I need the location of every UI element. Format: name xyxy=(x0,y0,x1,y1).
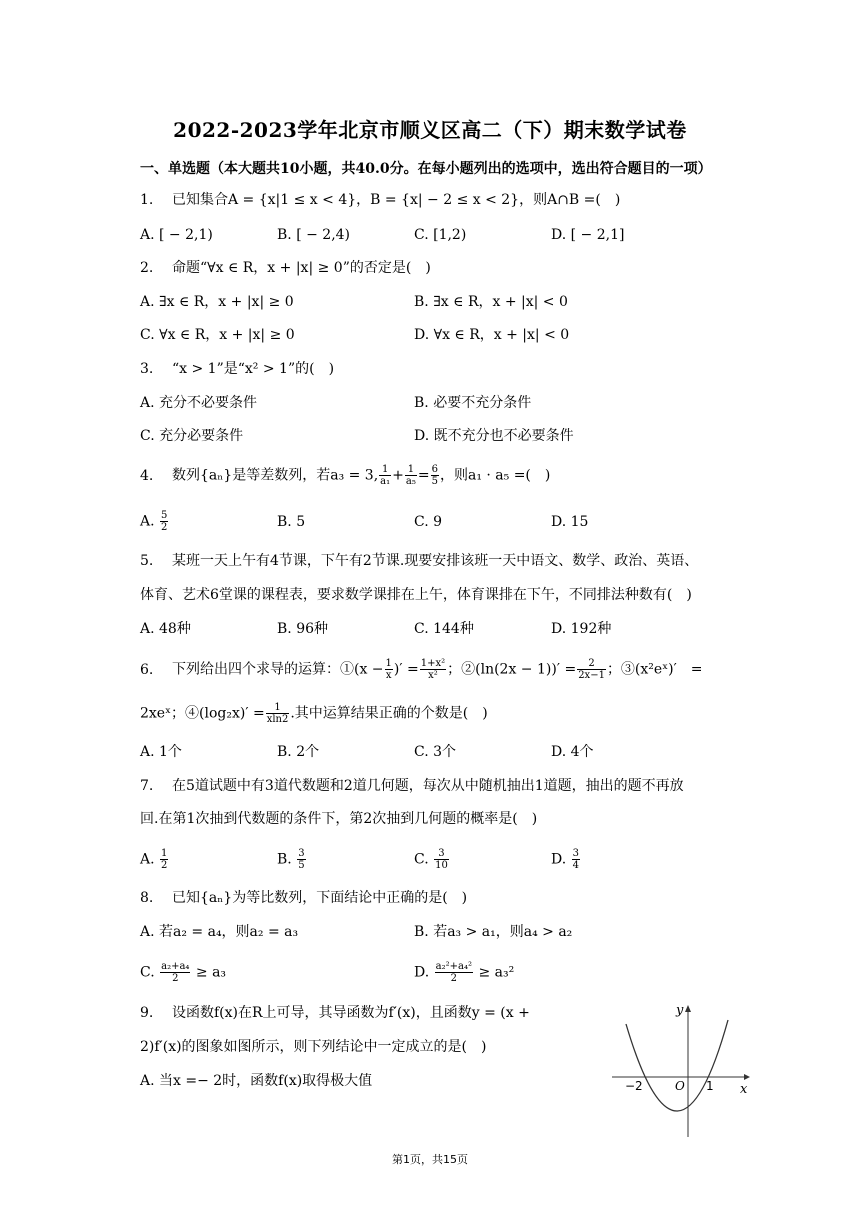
fraction xyxy=(297,848,305,871)
numerator: 1 xyxy=(379,464,391,476)
denominator: 2 xyxy=(161,522,168,533)
x-axis-arrow-icon xyxy=(744,1074,750,1080)
question-6 xyxy=(140,658,703,681)
denominator: x xyxy=(385,670,392,681)
question-7-cont: 回.在第1次抽到代数题的条件下，第2次抽到几何题的概率是( ) xyxy=(140,811,538,827)
tick-label-neg2: −2 xyxy=(625,1079,643,1093)
q5-option-b: B. 96种 xyxy=(277,621,329,637)
q4-option-d: D. 15 xyxy=(551,514,589,530)
function-graph-figure xyxy=(608,1000,758,1140)
question-text: ，则a₁ · a₅ =( ) xyxy=(439,467,551,484)
question-text: 某班一天上午有4节课，下午有2节课.现要安排该班一天中语文、数学、政治、英语、 xyxy=(172,553,699,569)
option-letter: B. xyxy=(277,851,292,868)
denominator: 2 xyxy=(161,860,168,871)
denominator: 4 xyxy=(572,860,580,871)
q4-option-b: B. 5 xyxy=(277,514,306,530)
option-letter: D. xyxy=(414,964,430,981)
question-1 xyxy=(140,190,620,210)
numerator: a₂+a₄ xyxy=(161,961,190,972)
q6-option-d: D. 4个 xyxy=(551,744,594,760)
fraction xyxy=(577,658,606,681)
denominator: 5 xyxy=(298,860,305,871)
q2-option-d: D. ∀x ∈ R，x + |x| < 0 xyxy=(414,327,570,343)
question-text: )′ = xyxy=(393,661,419,678)
q8-option-d xyxy=(414,961,514,984)
q3-option-b: B. 必要不充分条件 xyxy=(414,395,532,411)
origin-label: O xyxy=(675,1079,685,1093)
q1-option-c: C. [1,2) xyxy=(414,227,467,243)
q7-option-a xyxy=(140,848,169,871)
numerator: 1 xyxy=(405,464,417,476)
option-letter: D. xyxy=(551,851,567,868)
fraction xyxy=(160,510,168,533)
denominator: 5 xyxy=(431,476,438,487)
numerator: 5 xyxy=(161,510,168,521)
fraction xyxy=(379,464,391,487)
denominator: a₁ xyxy=(380,476,391,487)
q7-option-c xyxy=(414,848,450,871)
question-text: 数列{aₙ}是等差数列，若a₃ = 3, xyxy=(172,467,379,484)
numerator: 1 xyxy=(385,658,392,669)
numerator: 3 xyxy=(434,848,449,860)
question-9 xyxy=(140,1003,530,1023)
question-text: 已知集合A = {x|1 ≤ x < 4}，B = {x| − 2 ≤ x < 2}，则A∩B =( ) xyxy=(172,192,621,208)
fraction xyxy=(405,464,417,487)
question-text: 下列给出四个求导的运算：①(x − xyxy=(172,661,384,678)
q2-option-b: B. ∃x ∈ R，x + |x| < 0 xyxy=(414,294,568,310)
question-number: 3. xyxy=(140,361,154,377)
denominator: 2x−1 xyxy=(578,670,605,681)
q8-option-c xyxy=(140,961,226,984)
q1-option-b: B. [ − 2,4) xyxy=(277,227,351,243)
q8-option-a: A. 若a₂ = a₄，则a₂ = a₃ xyxy=(140,924,299,940)
question-number: 9. xyxy=(140,1005,154,1021)
q4-option-a xyxy=(140,510,169,533)
fraction xyxy=(572,848,580,871)
question-8 xyxy=(140,888,467,908)
q5-option-a: A. 48种 xyxy=(140,621,191,637)
option-letter: C. xyxy=(414,851,429,868)
question-text: ；②(ln(2x − 1))′ = xyxy=(447,661,577,678)
question-7 xyxy=(140,776,684,796)
numerator: 1 xyxy=(161,848,168,859)
x-axis-label: x xyxy=(740,1082,748,1097)
fraction xyxy=(160,848,168,871)
question-5 xyxy=(140,551,698,571)
question-text: “x > 1”是“x² > 1”的( ) xyxy=(172,361,335,377)
question-number: 6. xyxy=(140,661,154,678)
question-number: 1. xyxy=(140,192,154,208)
section-heading: 一、单选题（本大题共10小题，共40.0分。在每小题列出的选项中，选出符合题目的一项） xyxy=(140,161,712,177)
question-number: 7. xyxy=(140,778,154,794)
q4-option-c: C. 9 xyxy=(414,514,443,530)
question-text: 2xeˣ；④(log₂x)′ = xyxy=(140,705,265,722)
question-number: 5. xyxy=(140,553,154,569)
question-2 xyxy=(140,258,431,278)
option-letter: A. xyxy=(140,513,155,530)
option-text: ≥ a₃² xyxy=(478,964,515,981)
q3-option-d: D. 既不充分也不必要条件 xyxy=(414,428,574,444)
question-5-cont: 体育、艺术6堂课的课程表，要求数学课排在上午，体育课排在下午，不同排法种数有( ) xyxy=(140,587,692,603)
fraction xyxy=(385,658,393,681)
numerator: 3 xyxy=(572,848,580,859)
numerator: 3 xyxy=(298,848,305,859)
question-text: 在5道试题中有3道代数题和2道几何题，每次从中随机抽出1道题，抽出的题不再放 xyxy=(172,778,684,794)
q7-option-d xyxy=(551,848,581,871)
question-text: ；③(x²eˣ)′ = xyxy=(606,661,703,678)
denominator: 2 xyxy=(450,973,457,984)
fraction xyxy=(160,961,190,984)
denominator: a₅ xyxy=(405,476,416,487)
numerator: 2 xyxy=(577,658,606,670)
denominator: x² xyxy=(428,670,438,681)
question-3 xyxy=(140,359,334,379)
q6-option-a: A. 1个 xyxy=(140,744,182,760)
numerator: 1 xyxy=(266,702,290,714)
fraction xyxy=(431,464,439,487)
q5-option-d: D. 192种 xyxy=(551,621,612,637)
fraction xyxy=(266,702,290,725)
fraction xyxy=(435,961,473,984)
q2-option-a: A. ∃x ∈ R，x + |x| ≥ 0 xyxy=(140,294,294,310)
parabola-curve xyxy=(626,1020,728,1111)
q6-option-c: C. 3个 xyxy=(414,744,457,760)
question-text: 命题“∀x ∈ R，x + |x| ≥ 0”的否定是( ) xyxy=(172,260,431,276)
question-text: 已知{aₙ}为等比数列，下面结论中正确的是( ) xyxy=(172,890,468,906)
denominator: 10 xyxy=(435,860,448,871)
q3-option-c: C. 充分必要条件 xyxy=(140,428,244,444)
y-axis-label: y xyxy=(676,1003,684,1018)
q6-option-b: B. 2个 xyxy=(277,744,320,760)
question-text: 设函数f(x)在R上可导，其导函数为f′(x)，且函数y = (x + xyxy=(172,1005,530,1021)
question-9-cont: 2)f′(x)的图象如图所示，则下列结论中一定成立的是( ) xyxy=(140,1039,487,1055)
numerator: 6 xyxy=(431,464,438,475)
q5-option-c: C. 144种 xyxy=(414,621,474,637)
q2-option-c: C. ∀x ∈ R，x + |x| ≥ 0 xyxy=(140,327,295,343)
tick-label-1: 1 xyxy=(706,1079,714,1093)
denominator: xln2 xyxy=(266,714,289,725)
y-axis-arrow-icon xyxy=(685,1005,691,1012)
q1-option-a: A. [ − 2,1) xyxy=(140,227,213,243)
fraction xyxy=(434,848,449,871)
q7-option-b xyxy=(277,848,307,871)
denominator: 2 xyxy=(172,973,179,984)
question-number: 8. xyxy=(140,890,154,906)
q1-option-d: D. [ − 2,1] xyxy=(551,227,625,243)
question-text: .其中运算结果正确的个数是( ) xyxy=(290,705,488,722)
q9-option-a: A. 当x =− 2时，函数f(x)取得极大值 xyxy=(140,1073,373,1089)
question-number: 4. xyxy=(140,467,154,484)
option-letter: C. xyxy=(140,964,155,981)
page-footer: 第1页，共15页 xyxy=(392,1153,468,1166)
fraction xyxy=(420,658,446,681)
numerator: 1+x² xyxy=(420,658,446,669)
question-number: 2. xyxy=(140,260,154,276)
question-6-cont xyxy=(140,702,488,725)
numerator: a₂²+a₄² xyxy=(435,961,472,972)
option-letter: A. xyxy=(140,851,155,868)
option-text: ≥ a₃ xyxy=(195,964,227,981)
page-title: 2022-2023学年北京市顺义区高二（下）期末数学试卷 xyxy=(173,118,687,142)
q3-option-a: A. 充分不必要条件 xyxy=(140,395,258,411)
question-4: 4. 数列{aₙ}是等差数列，若a₃ = 3, $\frac{1}{\text{a₁}}$ + $\frac{1}{\text{a₅}}$ = $\frac{6}{5}$ ，则a₁ · a₅ =( ) xyxy=(140,464,551,487)
q8-option-b: B. 若a₃ > a₁，则a₄ > a₂ xyxy=(414,924,573,940)
